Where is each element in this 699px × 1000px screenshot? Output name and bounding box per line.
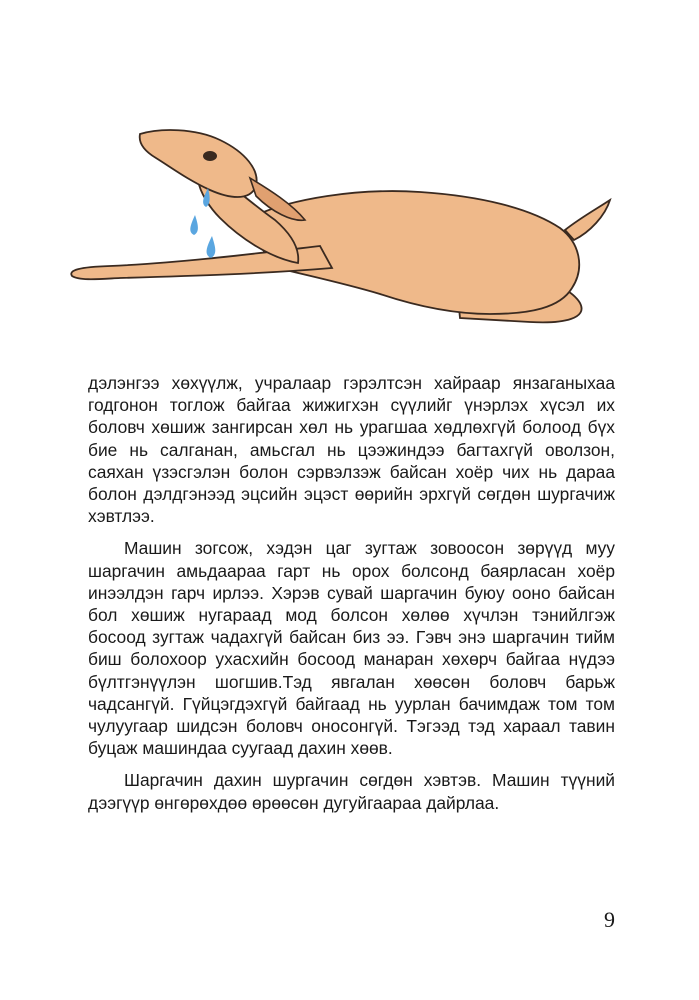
deer-head xyxy=(140,130,257,197)
paragraph: Шаргачин дахин шургачин сөгдөн хэвтэв. Машин түүний дээгүүр өнгөрөхдөө өрөөсөн дугуйгаараа дайрлаа. xyxy=(88,770,615,813)
deer-tail xyxy=(565,200,610,240)
paragraph: дэлэнгээ хөхүүлж, учралаар гэрэлтсэн хайраар янзаганыхаа годгонон тоглож байгаа жижигхэн сүүлийг үнэрлэх хүсэл их боловч хөшиж зангирсан хөл нь урагшаа хөдлөхгүй болоод бүх бие нь салганан, амьсгал нь цээжиндээ багтахгүй оволзон, саяхан үзэсгэлэн болон сэрвэлзэж байсан хоёр чих нь дараа болон дэлдгэнээд эцсийн эцэст өөрийн эрхгүй сөгдөн шургачиж хэвтлээ. xyxy=(88,373,615,527)
story-text xyxy=(88,372,615,824)
paragraph: Машин зогсож, хэдэн цаг зугтаж зовоосон зөрүүд муу шаргачин амьдаараа гарт нь орох болсонд баярласан хоёр инээлдэн гарч ирлээ. Хэрэв сувай шаргачин буюу ооно байсан бол хөшиж нугараад мод болсон хөлөө хүчлэн тэнийлгэж босоод зугтаж чадахгүй байсан биз ээ. Гэвч энэ шаргачин тийм биш болохоор ухасхийн босоод манаран хөхөрч байгаа нүдээ бүлтгэнүүлэн шогшив.Тэд явгалан хөөсөн боловч барьж чадсангүй. Гүйцэгдэхгүй байгаад нь уурлан бачимдаж том том чулуугаар шидсэн боловч оносонгүй. Тэгээд тэд хараал тавин буцаж машиндаа суугаад дахин хөөв. xyxy=(88,538,615,759)
page-number: 9 xyxy=(604,907,615,932)
tear-drop xyxy=(190,215,198,235)
deer-eye xyxy=(203,151,217,161)
crying-deer-icon xyxy=(60,118,620,368)
tear-drop xyxy=(207,236,216,258)
